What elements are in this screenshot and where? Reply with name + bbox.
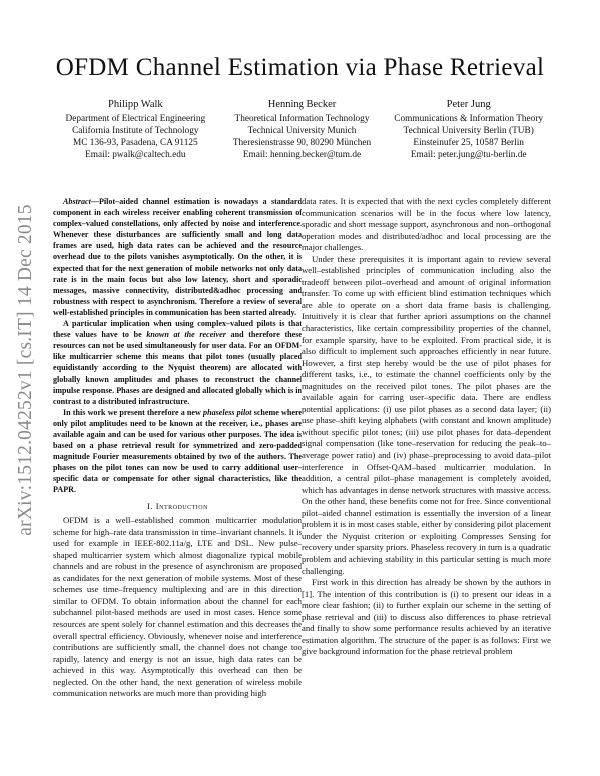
author-affiliation-institution: California Institute of Technology: [72, 126, 199, 137]
abstract-paragraph-3: [53, 407, 302, 496]
author-address: Theresienstrasse 90, 80290 München: [232, 138, 372, 149]
abstract-text: —Pilot–aided channel estimation is nowadays a standard component in each wireless receiver enabling coherent transmission of complex–valued constellations, only affected by noise and interference. Whenever these disturbances are sufficiently small and long data frames are used, high data rates can be achieved and the resource overhead due to the pilots vanishes asymptotically. On the other, it is expected that for the next generation of mobile networks not only data rate is in the main focus but also low latency, short and sporadic messages, massive connectivity, distributed&adhoc processing and robustness with respect to asynchronism. Therefore a review of several well-established principles in communication has been started already.: [53, 197, 302, 317]
author-name: Henning Becker: [267, 99, 337, 110]
arxiv-stamp: [4, 170, 48, 570]
author-address: Einsteinufer 25, 10587 Berlin: [413, 138, 524, 149]
right-column: [302, 196, 551, 658]
author-email: Email: henning.becker@tum.de: [242, 150, 362, 161]
author-affiliation-department: Theoretical Information Technology: [234, 114, 370, 124]
author-address: MC 136-93, Pasadena, CA 91125: [73, 138, 198, 149]
abstract-text: In this work we present therefore a new: [63, 407, 204, 417]
author-email: Email: pwalk@caltech.edu: [85, 150, 186, 161]
body-paragraph: Under these prerequisites it is important again to review several well–established principles of communication including also the tradeoff between pilot–overhead and amount of original information transfer. To come up with efficient blind estimation techniques which are able to operate on a short data frame basis is challenging. Intuitively it is clear that further apriori assumptions on the channel characteristics, like certain compressibility properties of the channel, for example sparsity, have to be exploited. From practical side, it is also difficult to implement such approaches efficiently in near future. However, a first step hereby would be the use of pilot phases for different tasks, i.e., to estimate the channel coefficients only by the magnitudes on the received pilot tones. The pilot phases are the available again for carring user–specific data. There are endless potential applications: (i) use pilot phases as a second data layer; (ii) use phase–shift keying alphabets (with constant and known amplitude) without specific pilot tones; (iii) use pilot phases for data–dependent signal compensation (like tone–reservation for reducing the peak–to–average power ratio) and (iv) phase–preprocessing to avoid data–pilot interference in Offset-QAM–based multicarrier modulation. In addition, a central pilot–phase management is completely avoided, which has advantages in dense network structures with massive access. On the other hand, these benefits come not for free. Since conventional pilot–aided channel estimation is essentially the inversion of a linear problem it is in most cases stable, either by considering pilot placement under the Nyquist criterion or exploiting Compresses Sensing for recovery under sparsity priors. Phaseless recovery in turn is a quadratic problem and achieving stability in this particular setting is much more challenging.: [302, 253, 551, 576]
author-affiliation-department: Department of Electrical Engineering: [65, 114, 206, 124]
author-jung: [385, 98, 552, 161]
abstract-emphasis: phaseless pilot: [203, 407, 252, 417]
section-heading-introduction: [53, 501, 302, 513]
section-title: Introduction: [155, 500, 208, 511]
body-paragraph: data rates. It is expected that with the next cycles completely different communication scenarios will be in the focus where low latency, sporadic and short message support, asynchronous and non–orthogonal operation modes and distributed/adhoc and local processing are the major challenges.: [302, 196, 551, 253]
left-column: [53, 196, 302, 700]
author-affiliation-institution: Technical University Berlin (TUB): [403, 126, 534, 137]
abstract-text: and therefore these resources can not be used simultaneously for user data. For an OFDM-like multicarrier scheme this means that pilot tones (usually placed equidistantly according to the Nyquist theorem) are allocated with globally known amplitudes and phases to reconstruct the channel impulse response. Phases are designed and allocated globally which is in contrast to a distributed infrastructure.: [53, 330, 302, 406]
abstract-text: scheme where only pilot amplitudes need to be known at the receiver, i.e., phases are available again and can be used for various other purposes. The idea is based on a phase retrieval result for symmetrized and zero-padded magnitude Fourier measurements obtained by two of the authors. The phases on the pilot tones can now be used to carry additional user–specific data or compensate for other signal characteristics, like the PAPR.: [53, 407, 303, 495]
abstract-emphasis: known at the receiver: [146, 330, 226, 340]
abstract-paragraph-2: [53, 318, 302, 407]
author-name: Philipp Walk: [107, 99, 163, 110]
abstract-lead: Abstract: [63, 197, 91, 206]
paper-title: OFDM Channel Estimation via Phase Retrieval: [55, 54, 545, 81]
section-numeral: I.: [147, 500, 154, 511]
author-affiliation-department: Communications & Information Theory: [394, 114, 544, 124]
author-name: Peter Jung: [446, 99, 491, 110]
abstract-text: A particular implication when using complex–valued pilots is that these values have to be: [53, 319, 302, 340]
arxiv-stamp-text: arXiv:1512.04252v1 [cs.IT] 14 Dec 2015: [15, 204, 36, 536]
author-becker: [219, 98, 386, 161]
body-paragraph: First work in this direction has already be shown by the authors in [1]. The intention of this contribution is (i) to present our ideas in a more clear fashion; (ii) to further explain our scheme in the setting of phase retrieval and (iii) to discuss also differences to phase retrieval and finally to show some performance results achieved by an iterative estimation algorithm. The structure of the paper is as follows: First we give background information for the phase retrieval problem: [302, 577, 551, 657]
author-affiliation-institution: Technical University Munich: [247, 126, 357, 137]
author-email: Email: peter.jung@tu-berlin.de: [410, 150, 527, 161]
author-block: [52, 98, 552, 161]
author-walk: [52, 98, 219, 161]
abstract-paragraph-1: [53, 196, 302, 318]
body-paragraph: OFDM is a well–established common multicarrier modulation scheme for high–rate data transmission in time–invariant channels. It is used for example in IEEE-802.11a/g, LTE and DSL. New pulse–shaped multicarrier system which almost diagonalize typical mobile channels and are robust in the presence of asynchronism are proposed as candidates for the next generation of mobile systems. Most of these schemes use time–frequency multiplexing and are in this direction similar to OFDM. To obtain information about the channel for each subchannel pilot-based methods are used in most cases. Hence some resources are spent solely for channel estimation and this decreases the overall spectral efficiency. Obviously, whenever noise and interference contributions are sufficiently small, the channel does not change too rapidly, latency and energy is not an issue, high data rates can be achieved in this way. Asymptotically this overhead can then be neglected. On the other hand, the next generation of wireless mobile communication networks are much more than providing high: [53, 515, 302, 699]
